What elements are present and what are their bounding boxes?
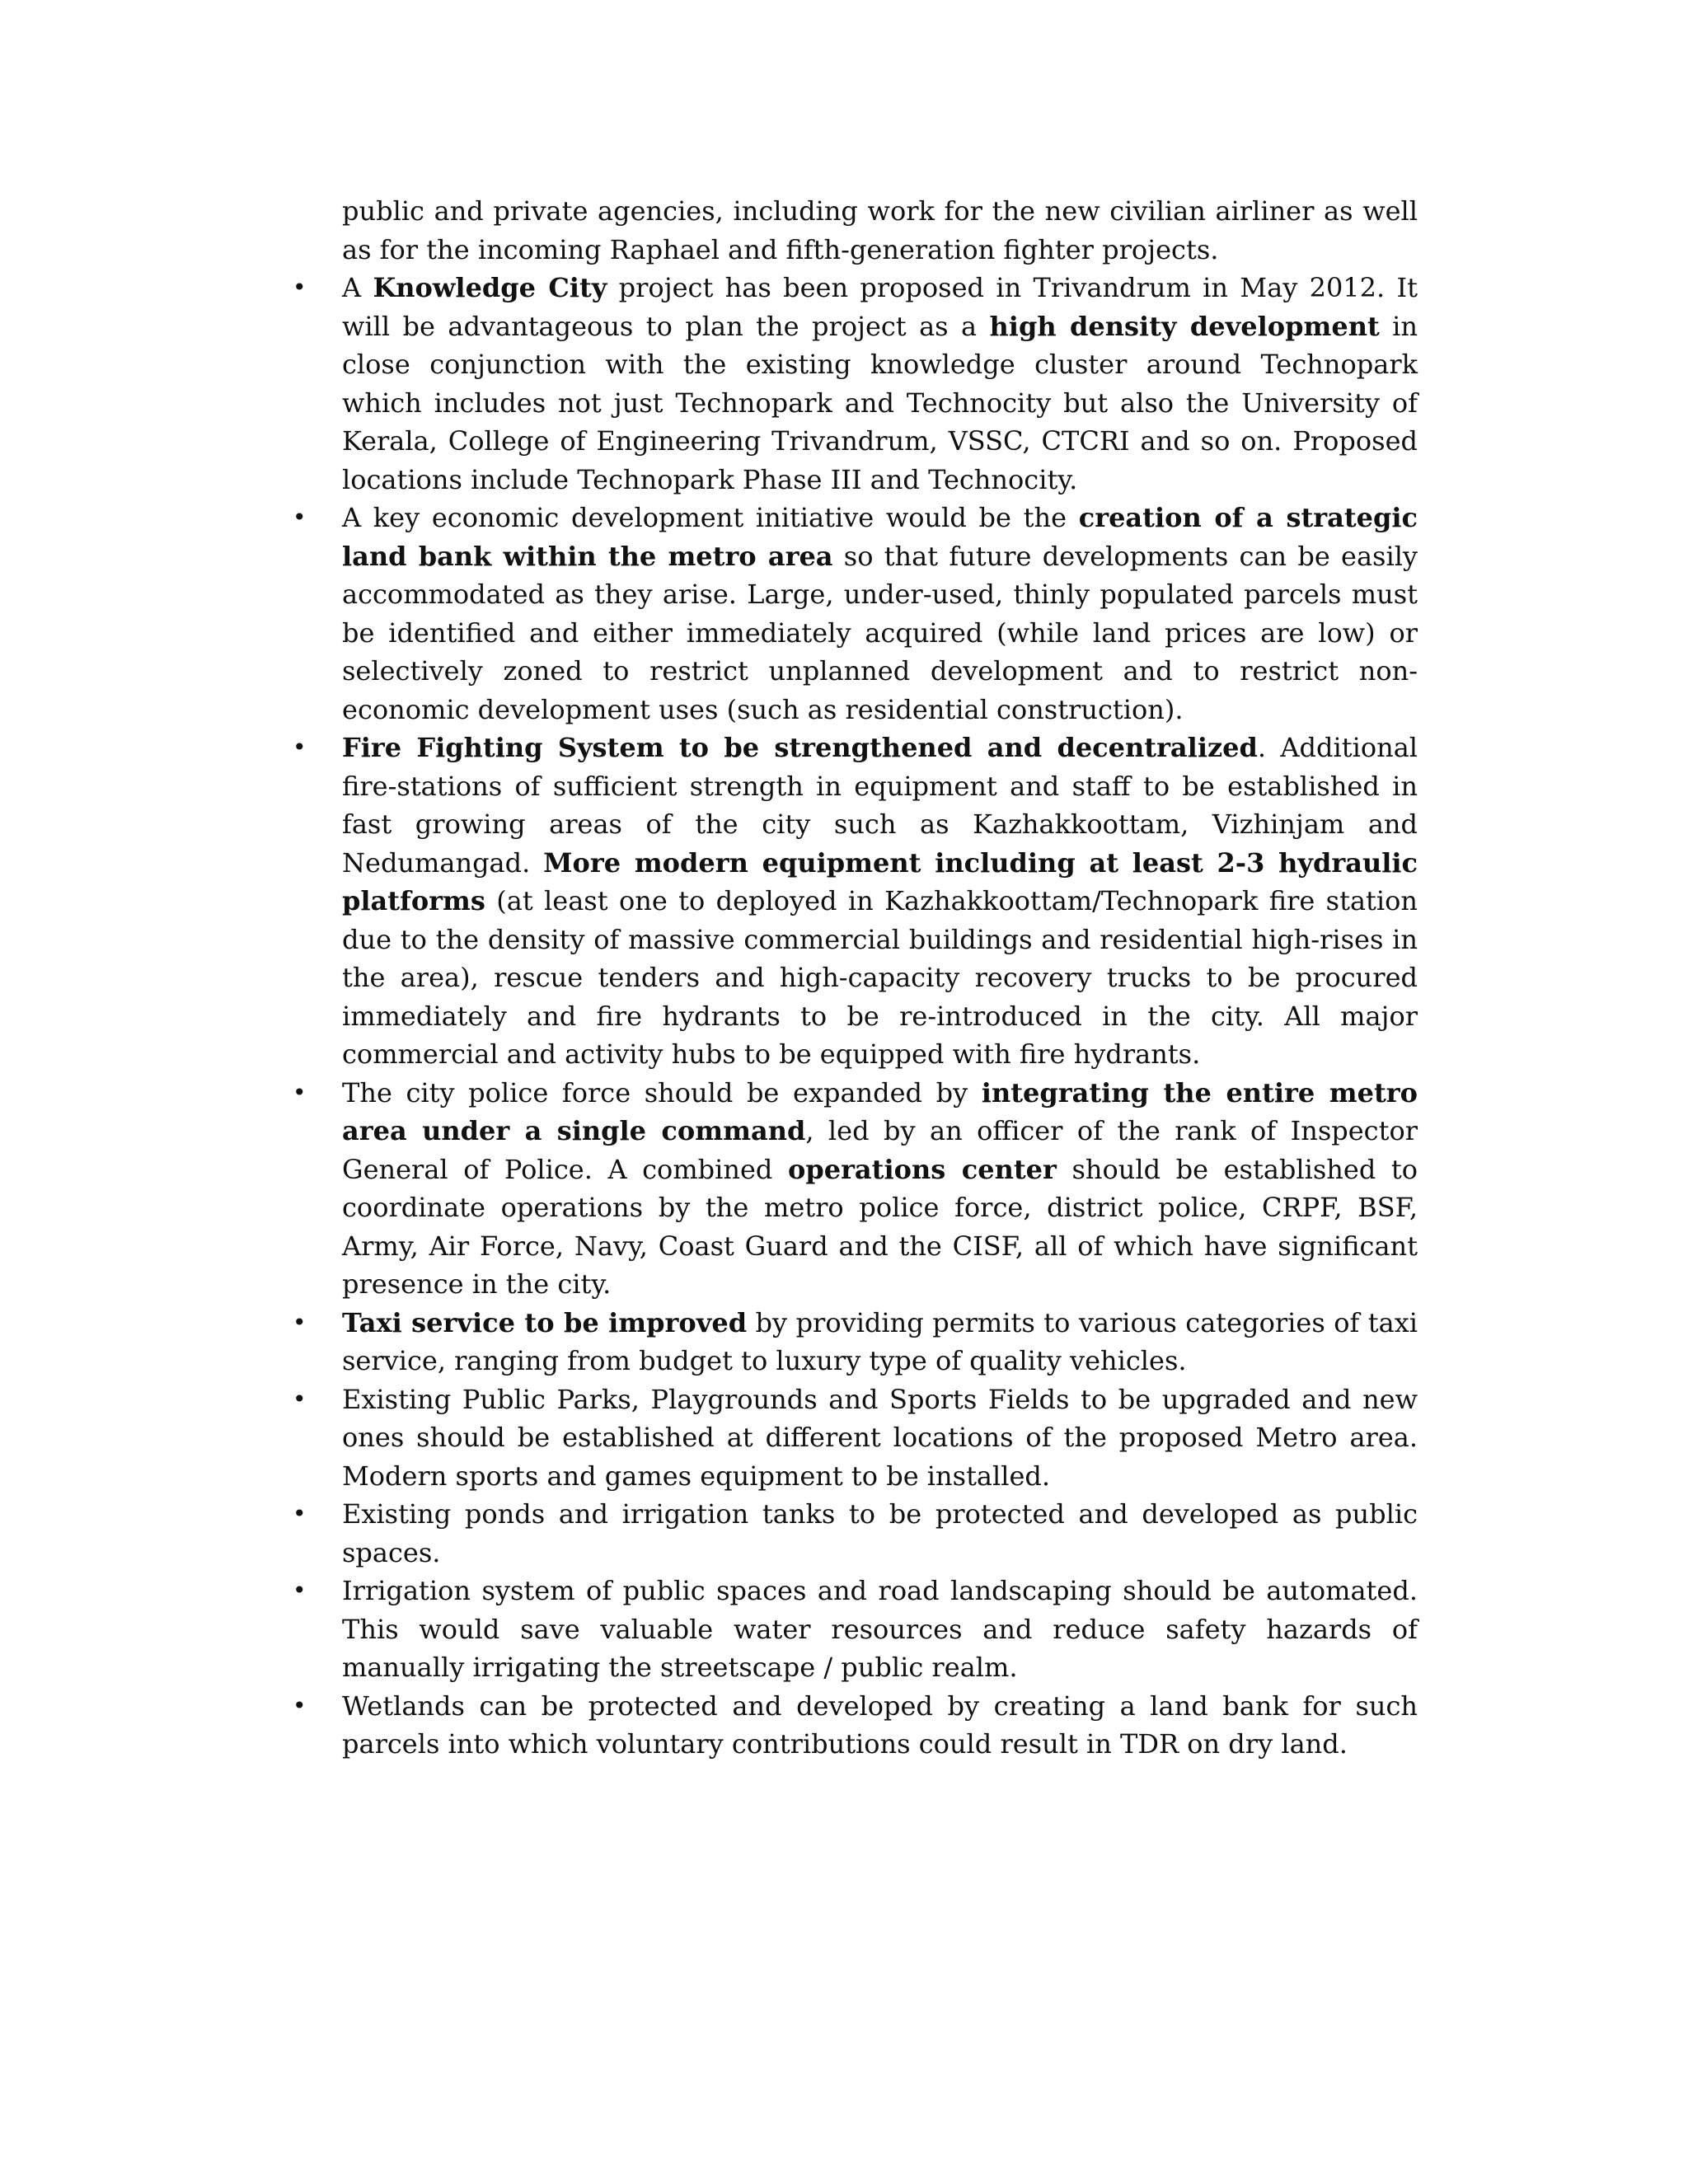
body-text: by providing permits to various categories of taxi service, ranging from budget to luxury type of quality vehicles. bbox=[342, 1306, 1418, 1376]
body-text: Existing ponds and irrigation tanks to be protected and developed as public spaces. bbox=[342, 1498, 1418, 1568]
bullet-marker: • bbox=[293, 1691, 307, 1719]
bullet-marker: • bbox=[293, 1308, 307, 1336]
bullet-marker: • bbox=[293, 1577, 307, 1604]
body-text: , led by an officer of the rank of Inspector General of Police. A combined bbox=[342, 1115, 1418, 1185]
bullet-marker: • bbox=[293, 1500, 307, 1527]
intro-paragraph: public and private agencies, including work for the new civilian airliner as well as for the incoming Raphael and fifth-generation fighter projects. bbox=[342, 195, 1418, 265]
body-text: in close conjunction with the existing knowledge cluster around Technopark which includes not just Technopark and Technocity but also the University of Kerala, College of Engineering Trivandrum, VSSC, CTCRI and so on. Proposed locations include Technopark Phase III and Technocity. bbox=[342, 310, 1418, 495]
body-text: Wetlands can be protected and developed by creating a land bank for such parcels into which voluntary contributions could result in TDR on dry land. bbox=[342, 1690, 1418, 1760]
body-text: . Additional fire-stations of sufficient strength in equipment and staff to be established in fast growing areas of the city such as Kazhakkoottam, Vizhinjam and Nedumangad. bbox=[342, 732, 1418, 879]
bullet-item bbox=[293, 1380, 1418, 1496]
body-text: so that future developments can be easily accommodated as they arise. Large, under-used, thinly populated parcels must be identified and either immediately acquired (while land prices are low) or selectively zoned to restrict unplanned development and to restrict non-economic development uses (such as residential construction). bbox=[342, 540, 1418, 725]
body-text: The city police force should be expanded by bbox=[342, 1076, 982, 1108]
bold-text: Knowledge City bbox=[373, 272, 607, 303]
bullet-item bbox=[293, 1495, 1418, 1572]
bold-text: high density development bbox=[989, 310, 1380, 342]
bold-text: creation of a strategic land bank within the metro area bbox=[342, 502, 1418, 572]
bold-text: More modern equipment including at least 2-3 hydraulic platforms bbox=[342, 846, 1418, 916]
bullet-marker: • bbox=[293, 733, 307, 761]
bullet-item bbox=[293, 1304, 1418, 1380]
bold-text: Taxi service to be improved bbox=[342, 1306, 748, 1338]
body-text: A bbox=[342, 272, 373, 303]
bullet-item bbox=[293, 729, 1418, 1074]
body-text: Irrigation system of public spaces and road landscaping should be automated. This would save valuable water resources and reduce safety hazards of manually irrigating the streetscape / public realm. bbox=[342, 1575, 1418, 1683]
bullet-item bbox=[293, 1687, 1418, 1764]
bold-text: integrating the entire metro area under a single command bbox=[342, 1076, 1418, 1146]
body-text: Existing Public Parks, Playgrounds and Sports Fields to be upgraded and new ones should be established at different locations of the proposed Metro area. Modern sports and games equipment to be installed. bbox=[342, 1383, 1418, 1492]
document-body bbox=[293, 192, 1418, 1764]
bold-text: Fire Fighting System to be strengthened and decentralized bbox=[342, 732, 1258, 763]
bullet-marker: • bbox=[293, 1385, 307, 1413]
body-text: (at least one to deployed in Kazhakkoottam/Technopark fire station due to the density of massive commercial buildings and residential high-rises in the area), rescue tenders and high-capacity recovery trucks to be procured immediately and fire hydrants to be re-introduced in the city. All major commercial and activity hubs to be equipped with fire hydrants. bbox=[342, 885, 1418, 1070]
bold-text: operations center bbox=[787, 1153, 1057, 1185]
bullet-item bbox=[293, 1572, 1418, 1687]
bullet-item bbox=[293, 1074, 1418, 1304]
body-text: A key economic development initiative would be the bbox=[342, 502, 1079, 533]
bullet-item bbox=[293, 499, 1418, 729]
bullet-marker: • bbox=[293, 1078, 307, 1106]
bullet-list bbox=[293, 269, 1418, 1764]
bullet-item bbox=[293, 269, 1418, 499]
bullet-marker: • bbox=[293, 504, 307, 531]
body-text: project has been proposed in Trivandrum in May 2012. It will be advantageous to plan the project as a bbox=[342, 272, 1418, 342]
bullet-marker: • bbox=[293, 274, 307, 301]
body-text: should be established to coordinate operations by the metro police force, district police, CRPF, BSF, Army, Air Force, Navy, Coast Guard and the CISF, all of which have significant presence in the city. bbox=[342, 1153, 1418, 1300]
